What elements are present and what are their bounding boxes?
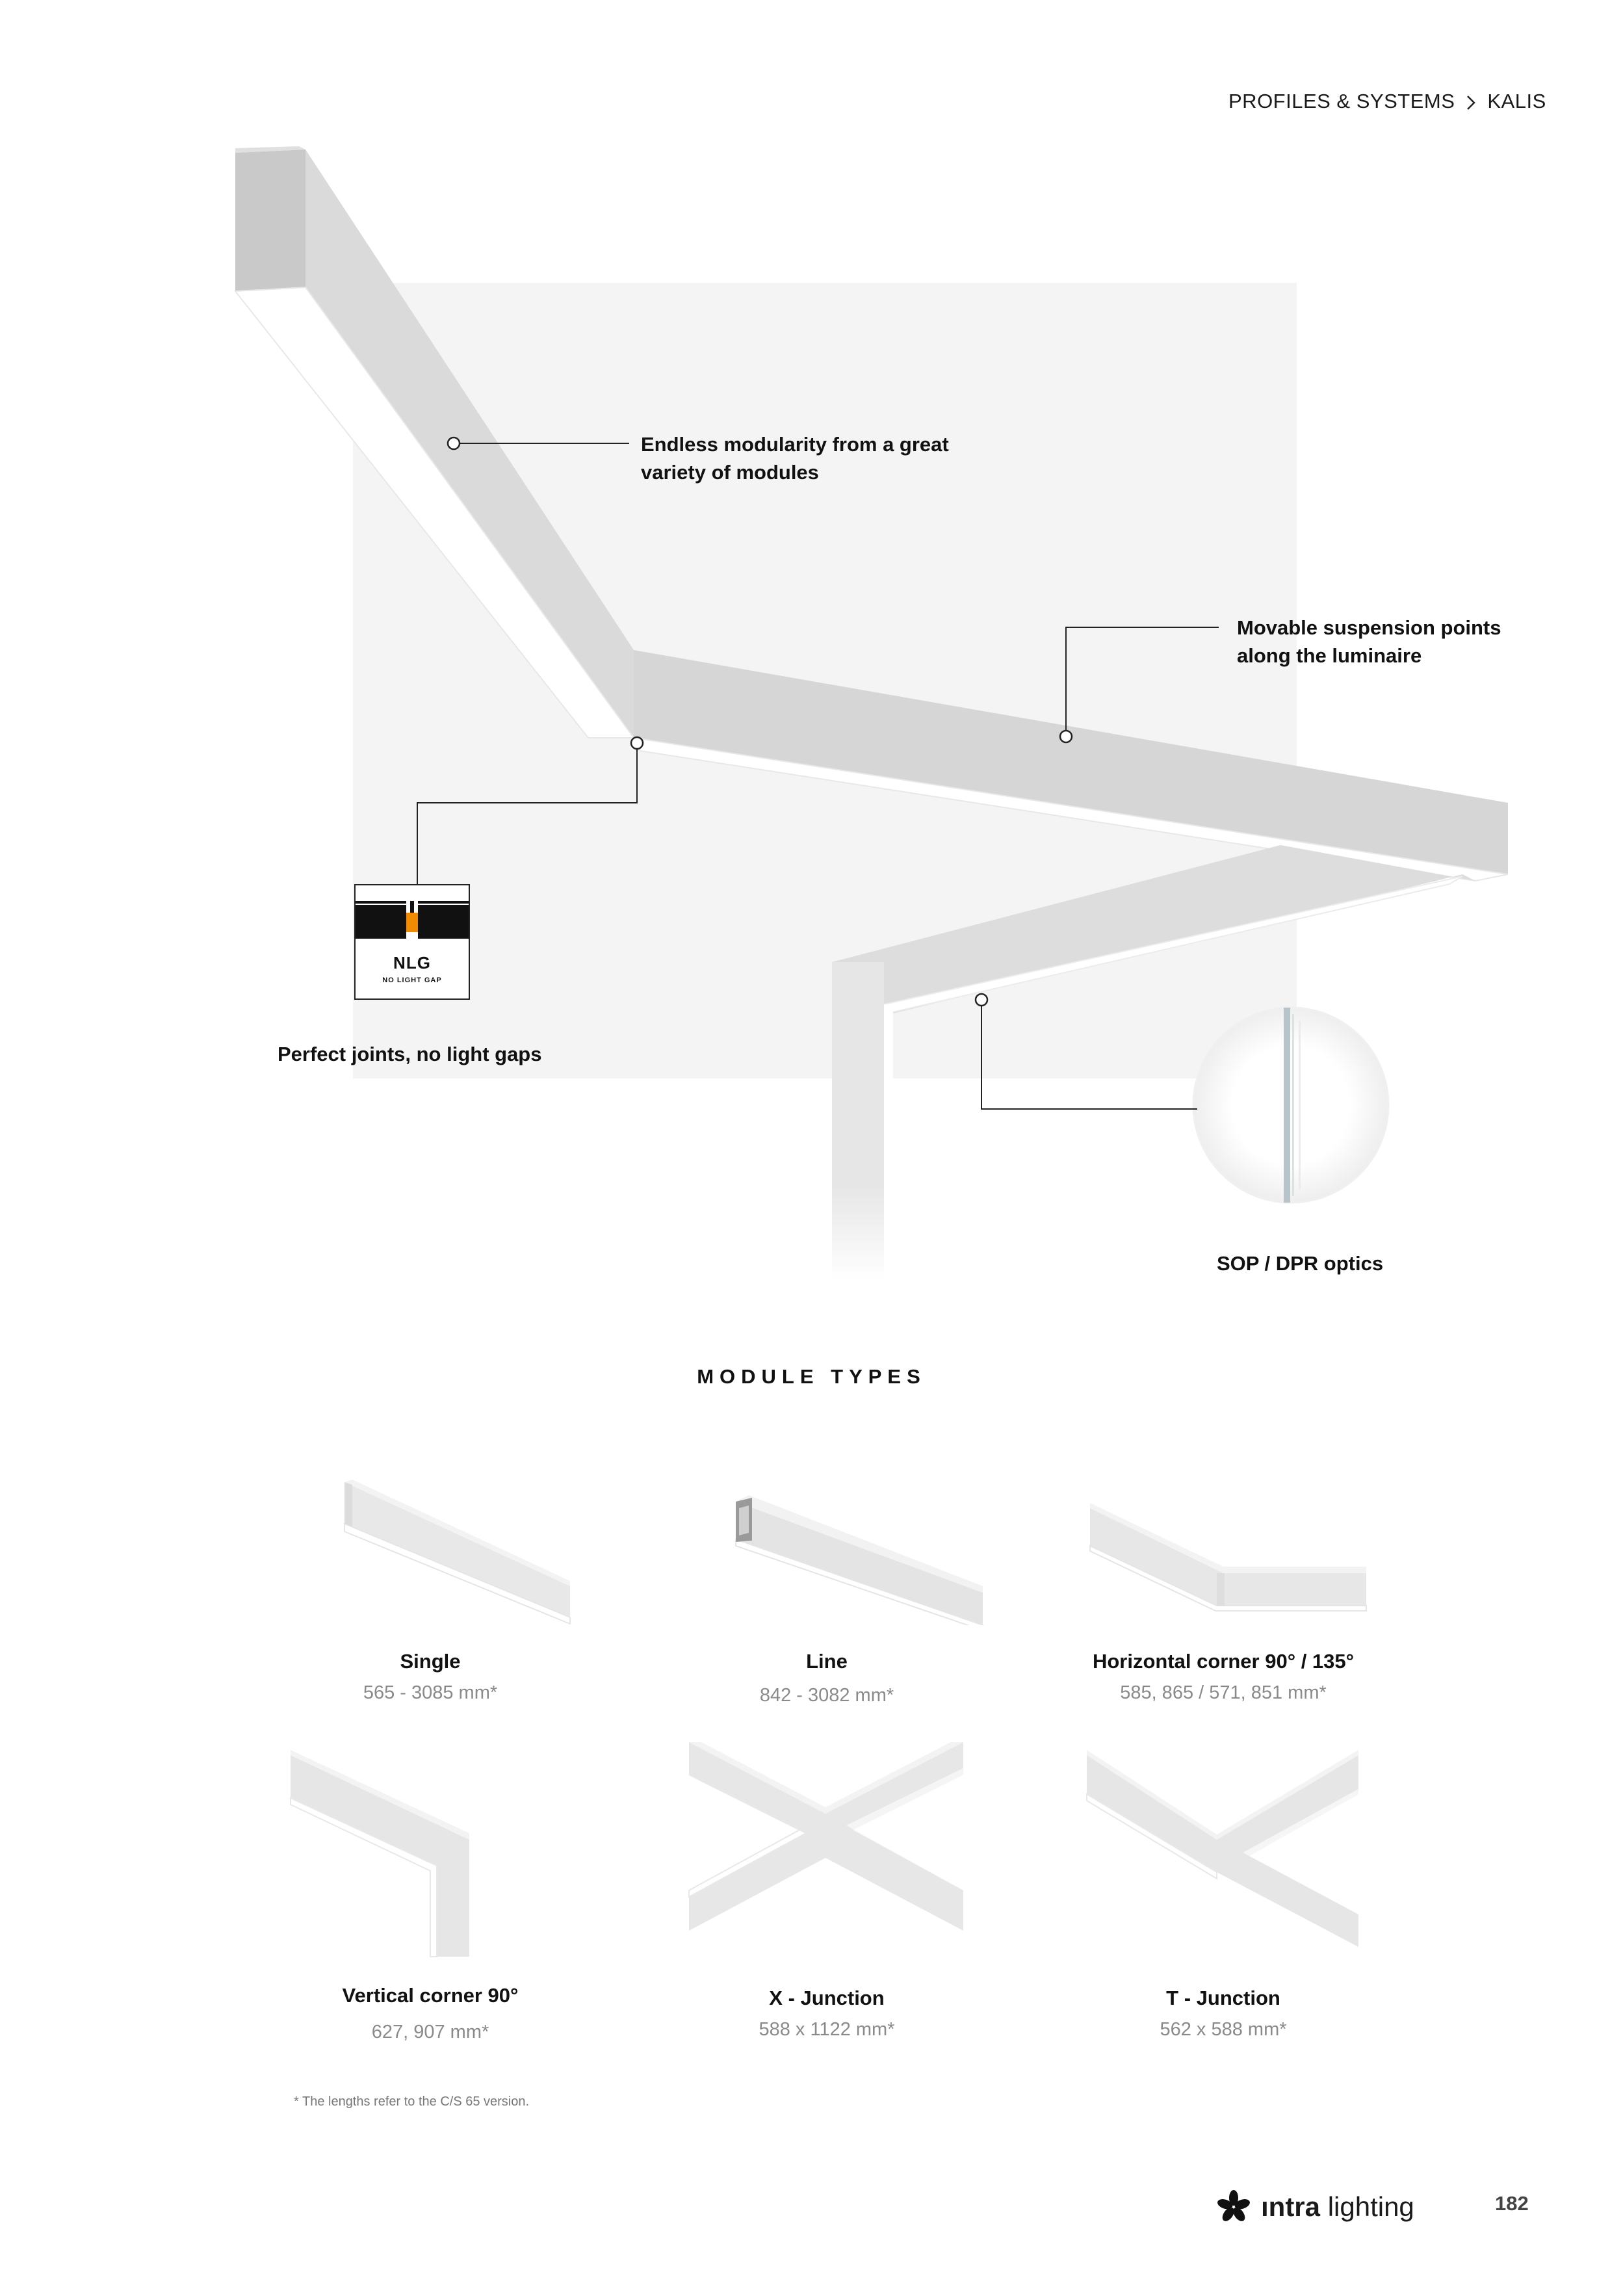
module-x-junction-dimensions: 588 x 1122 mm* — [759, 2019, 895, 2040]
no-light-gap-icon — [356, 885, 469, 950]
module-single-dimensions: 565 - 3085 mm* — [363, 1682, 498, 1703]
callout-joints — [278, 1040, 616, 1068]
module-single — [261, 1469, 599, 1703]
module-single-name: Single — [400, 1650, 461, 1673]
module-horizontal-corner-name: Horizontal corner 90° / 135° — [1092, 1650, 1355, 1673]
module-x-junction — [658, 1742, 996, 2040]
module-horizontal-corner — [1054, 1469, 1392, 1703]
line-module-icon — [658, 1469, 996, 1625]
t-junction-module-icon — [1054, 1742, 1392, 1963]
module-x-junction-name: X - Junction — [769, 1987, 885, 2009]
module-line-dimensions: 842 - 3082 mm* — [759, 1685, 894, 1706]
breadcrumb-section[interactable]: PROFILES & SYSTEMS — [1228, 90, 1455, 112]
module-t-junction-dimensions: 562 x 588 mm* — [1160, 2019, 1287, 2040]
callout-optics — [1217, 1249, 1438, 1277]
nlg-title: NLG — [393, 953, 431, 972]
module-vertical-corner-name: Vertical corner 90° — [342, 1984, 519, 2007]
horizontal-corner-module-icon — [1054, 1469, 1392, 1625]
callout-suspension — [1237, 614, 1549, 670]
single-module-icon — [261, 1469, 599, 1625]
module-line — [658, 1469, 996, 1706]
logo-wordmark — [1261, 2191, 1414, 2223]
module-t-junction-name: T - Junction — [1166, 1987, 1280, 2009]
page-number: 182 — [1495, 2192, 1529, 2215]
module-types-title: MODULE TYPES — [697, 1365, 926, 1388]
vertical-corner-module-icon — [261, 1742, 599, 1963]
module-line-name: Line — [806, 1650, 848, 1673]
callout-modularity — [641, 430, 992, 486]
module-horizontal-corner-dimensions: 585, 865 / 571, 851 mm* — [1120, 1682, 1327, 1703]
asterisk-star-icon — [1217, 2190, 1251, 2224]
callout-optics-text: SOP / DPR optics — [1217, 1252, 1384, 1275]
nlg-subtitle: NO LIGHT GAP — [382, 976, 442, 984]
logo-brand-light: lighting — [1327, 2191, 1414, 2222]
breadcrumb-product[interactable]: KALIS — [1487, 90, 1546, 112]
x-junction-module-icon — [658, 1742, 996, 1963]
callout-joints-text: Perfect joints, no light gaps — [278, 1043, 542, 1065]
module-vertical-corner — [261, 1742, 599, 2042]
nlg-badge — [354, 884, 470, 1000]
intra-lighting-logo[interactable] — [1217, 2184, 1414, 2230]
module-vertical-corner-dimensions: 627, 907 mm* — [371, 2022, 489, 2042]
callout-modularity-text: Endless modularity from a great variety of modules — [641, 433, 949, 484]
footnote: * The lengths refer to the C/S 65 version. — [294, 2094, 530, 2109]
module-t-junction — [1054, 1742, 1392, 2040]
logo-brand-bold: ıntra — [1261, 2191, 1321, 2222]
callout-suspension-text: Movable suspension points along the luminaire — [1237, 616, 1501, 667]
